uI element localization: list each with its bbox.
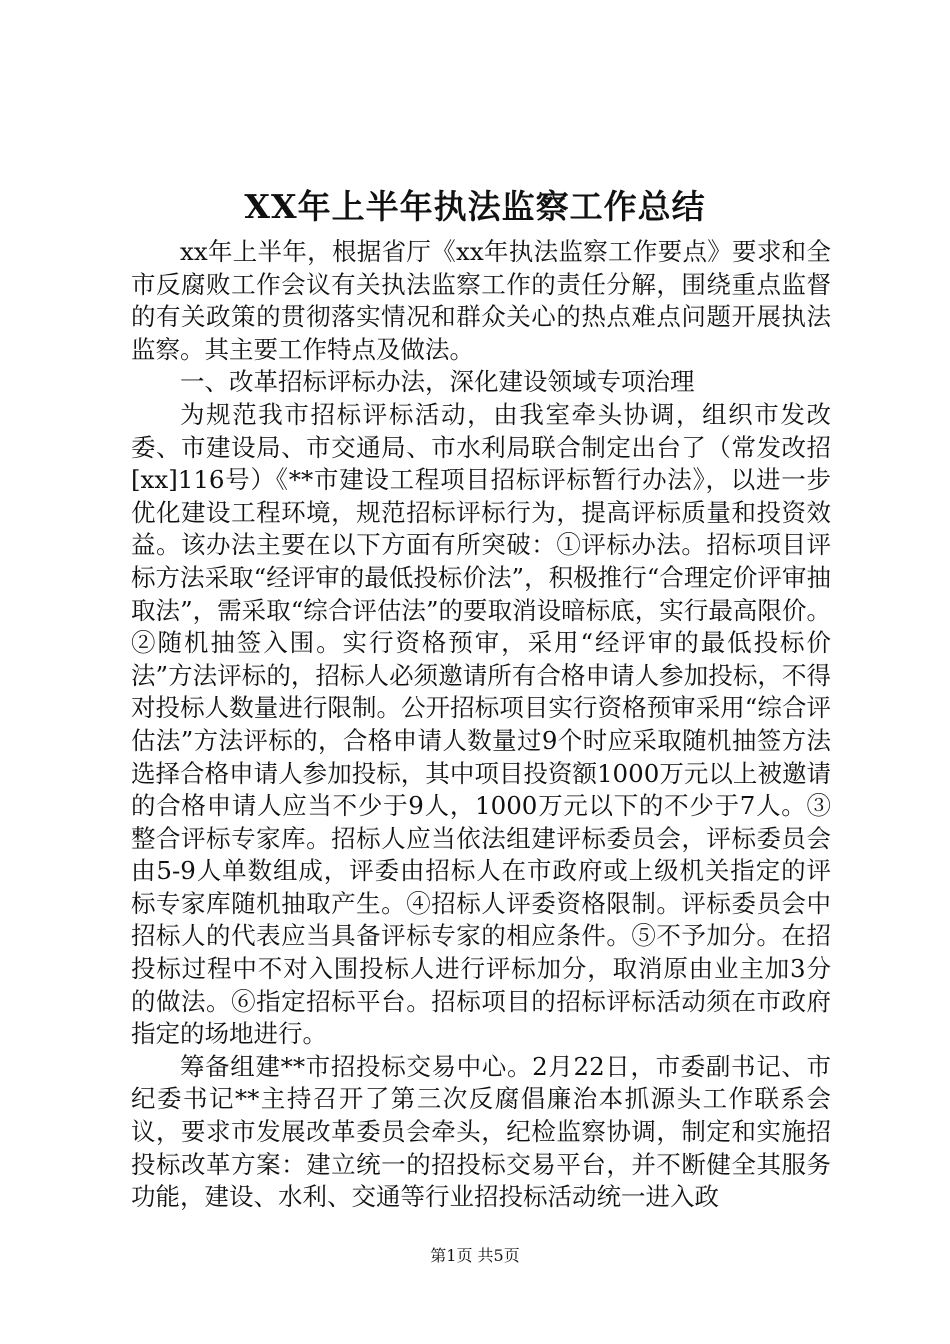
paragraph-trading-center: 筹备组建**市招投标交易中心。2月22日，市委副书记、市纪委书记**主持召开了第三次反腐倡廉治本抓源头工作联系会议，要求市发展改革委员会牵头，纪检监察协调，制定和实施招投标改革方案：建立统一的招投标交易平台，并不断健全其服务功能，建设、水利、交通等行业招投标活动统一进入政 bbox=[131, 1051, 831, 1212]
page-number-footer: 第1页 共5页 bbox=[430, 1246, 520, 1265]
document-title: XX年上半年执法监察工作总结 bbox=[244, 187, 706, 226]
document-body bbox=[131, 236, 831, 1214]
paragraph-bidding-rules: 为规范我市招标评标活动，由我室牵头协调，组织市发改委、市建设局、市交通局、市水利局联合制定出台了（常发改招[xx]116号）《**市建设工程项目招标评标暂行办法》，以进一步优化建设工程环境，规范招标评标行为，提高评标质量和投资效益。该办法主要在以下方面有所突破：①评标办法。招标项目评标方法采取“经评审的最低投标价法”，积极推行“合理定价评审抽取法”，需采取“综合评估法”的要取消设暗标底，实行最高限价。②随机抽签入围。实行资格预审，采用“经评审的最低投标价法”方法评标的，招标人必须邀请所有合格申请人参加投标，不得对投标人数量进行限制。公开招标项目实行资格预审采用“综合评估法”方法评标的，合格申请人数量过9个时应采取随机抽签方法选择合格申请人参加投标，其中项目投资额1000万元以上被邀请的合格申请人应当不少于9人，1000万元以下的不少于7人。③整合评标专家库。招标人应当依法组建评标委员会，评标委员会由5-9人单数组成，评委由招标人在市政府或上级机关指定的评标专家库随机抽取产生。④招标人评委资格限制。评标委员会中招标人的代表应当具备评标专家的相应条件。⑤不予加分。在招投标过程中不对入围投标人进行评标加分，取消原由业主加3分的做法。⑥指定招标平台。招标项目的招标评标活动须在市政府指定的场地进行。 bbox=[131, 399, 831, 1049]
section-heading-1: 一、改革招标评标办法，深化建设领域专项治理 bbox=[180, 367, 695, 397]
paragraph-intro: xx年上半年，根据省厅《xx年执法监察工作要点》要求和全市反腐败工作会议有关执法监察工作的责任分解，围绕重点监督的有关政策的贯彻落实情况和群众关心的热点难点问题开展执法监察。其主要工作特点及做法。 bbox=[131, 237, 831, 364]
